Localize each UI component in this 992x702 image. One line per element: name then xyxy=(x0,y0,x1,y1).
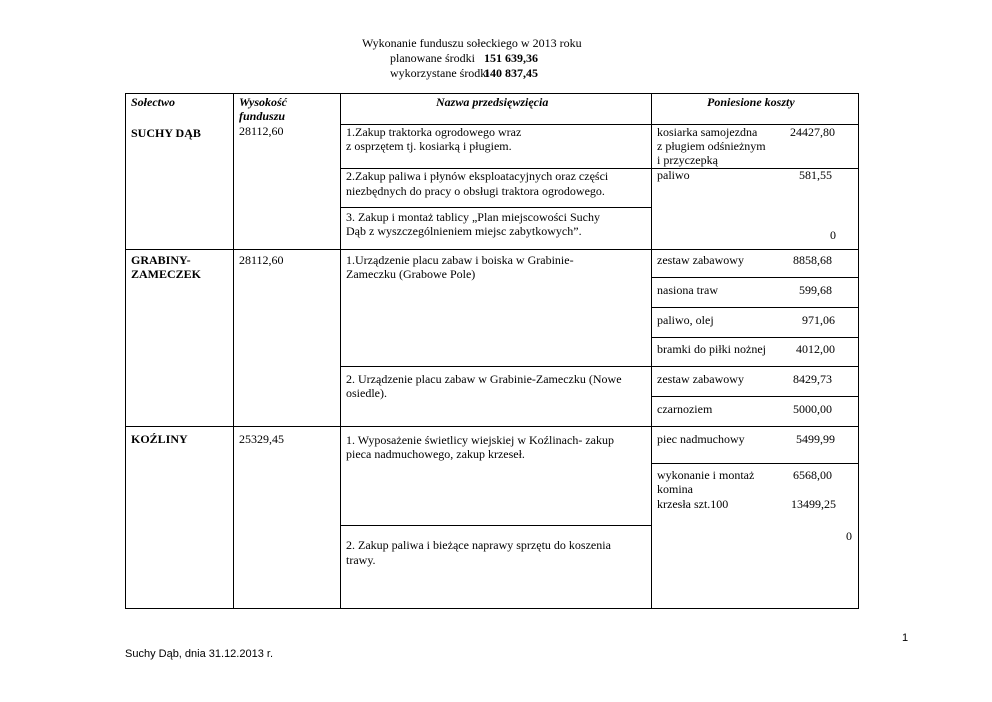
cost-label: i przyczepką xyxy=(657,153,718,167)
section-divider xyxy=(125,426,859,427)
cost-value: 8429,73 xyxy=(793,372,832,386)
project-line: 1.Zakup traktorka ogrodowego wraz xyxy=(346,125,522,139)
cost-value: 24427,80 xyxy=(790,125,835,139)
column-divider xyxy=(233,93,234,609)
cost-label: zestaw zabawowy xyxy=(657,372,744,386)
page-number: 1 xyxy=(902,632,909,644)
cost-value: 0 xyxy=(846,529,852,543)
cost-label: paliwo xyxy=(657,168,690,182)
cost-value: 971,06 xyxy=(802,313,835,327)
cost-label: zestaw zabawowy xyxy=(657,253,744,267)
cost-label: krzesła szt.100 xyxy=(657,497,729,511)
fund-amount: 28112,60 xyxy=(239,124,284,138)
cost-label: paliwo, olej xyxy=(657,313,714,327)
cost-label: wykonanie i montaż xyxy=(657,468,755,482)
col-header-wysokosc: Wysokość xyxy=(239,95,287,109)
cost-label: z pługiem odśnieżnym xyxy=(657,139,766,153)
cost-label: czarnoziem xyxy=(657,402,713,416)
document-title: Wykonanie funduszu sołeckiego w 2013 roku xyxy=(362,36,582,50)
project-line: 2.Zakup paliwa i płynów eksploatacyjnych oraz części xyxy=(346,169,609,183)
fund-amount: 25329,45 xyxy=(239,432,284,446)
cost-value: 4012,00 xyxy=(796,342,835,356)
project-line: 2. Urządzenie placu zabaw w Grabinie-Zameczku (Nowe xyxy=(346,372,622,386)
project-line: trawy. xyxy=(346,553,376,567)
row-divider xyxy=(651,307,859,308)
project-line: pieca nadmuchowego, zakup krzeseł. xyxy=(346,447,525,461)
project-line: osiedle). xyxy=(346,386,387,400)
project-line: z osprzętem tj. kosiarką i pługiem. xyxy=(346,139,512,153)
project-line: Zameczku (Grabowe Pole) xyxy=(346,267,476,281)
row-divider xyxy=(651,337,859,338)
used-funds-value: 140 837,45 xyxy=(484,66,538,80)
planned-funds-value: 151 639,36 xyxy=(484,51,538,65)
used-funds-label: wykorzystane środki xyxy=(390,66,490,80)
fund-amount: 28112,60 xyxy=(239,253,284,267)
cost-label: bramki do piłki nożnej xyxy=(657,342,766,356)
cost-label: nasiona traw xyxy=(657,283,718,297)
col-header-funduszu: funduszu xyxy=(239,109,286,123)
project-line: 2. Zakup paliwa i bieżące naprawy sprzętu do koszenia xyxy=(346,538,611,552)
project-line: 1. Wyposażenie świetlicy wiejskiej w Koźlinach- zakup xyxy=(346,433,614,447)
cost-value: 6568,00 xyxy=(793,468,832,482)
col-header-koszty: Poniesione koszty xyxy=(707,95,795,109)
project-line: 1.Urządzenie placu zabaw i boiska w Grabinie- xyxy=(346,253,574,267)
row-divider xyxy=(651,463,859,464)
row-divider xyxy=(340,207,651,208)
project-line: Dąb z wyszczególnieniem miejsc zabytkowych”. xyxy=(346,224,582,238)
row-divider xyxy=(651,277,859,278)
footer-place-date: Suchy Dąb, dnia 31.12.2013 r. xyxy=(125,648,273,660)
village-name: GRABINY- xyxy=(131,253,191,267)
village-name: SUCHY DĄB xyxy=(131,126,201,140)
village-name: ZAMECZEK xyxy=(131,267,202,281)
cost-value: 5499,99 xyxy=(796,432,835,446)
column-divider xyxy=(340,93,341,609)
cost-value: 13499,25 xyxy=(791,497,836,511)
column-divider xyxy=(651,93,652,609)
cost-label: kosiarka samojezdna xyxy=(657,125,758,139)
cost-label: komina xyxy=(657,482,693,496)
row-divider xyxy=(651,396,859,397)
project-line: 3. Zakup i montaż tablicy „Plan miejscowości Suchy xyxy=(346,210,600,224)
project-line: niezbędnych do pracy o obsługi traktora ogrodowego. xyxy=(346,184,605,198)
row-divider xyxy=(340,525,651,526)
cost-value: 581,55 xyxy=(799,168,832,182)
cost-value: 5000,00 xyxy=(793,402,832,416)
cost-value: 599,68 xyxy=(799,283,832,297)
row-divider xyxy=(340,366,859,367)
planned-funds-label: planowane środki xyxy=(390,51,475,65)
cost-value: 0 xyxy=(830,228,836,242)
cost-value: 8858,68 xyxy=(793,253,832,267)
village-name: KOŹLINY xyxy=(131,432,188,446)
col-header-solectwo: Sołectwo xyxy=(131,95,175,109)
cost-label: piec nadmuchowy xyxy=(657,432,745,446)
section-divider xyxy=(125,249,859,250)
col-header-nazwa: Nazwa przedsięwzięcia xyxy=(436,95,549,109)
